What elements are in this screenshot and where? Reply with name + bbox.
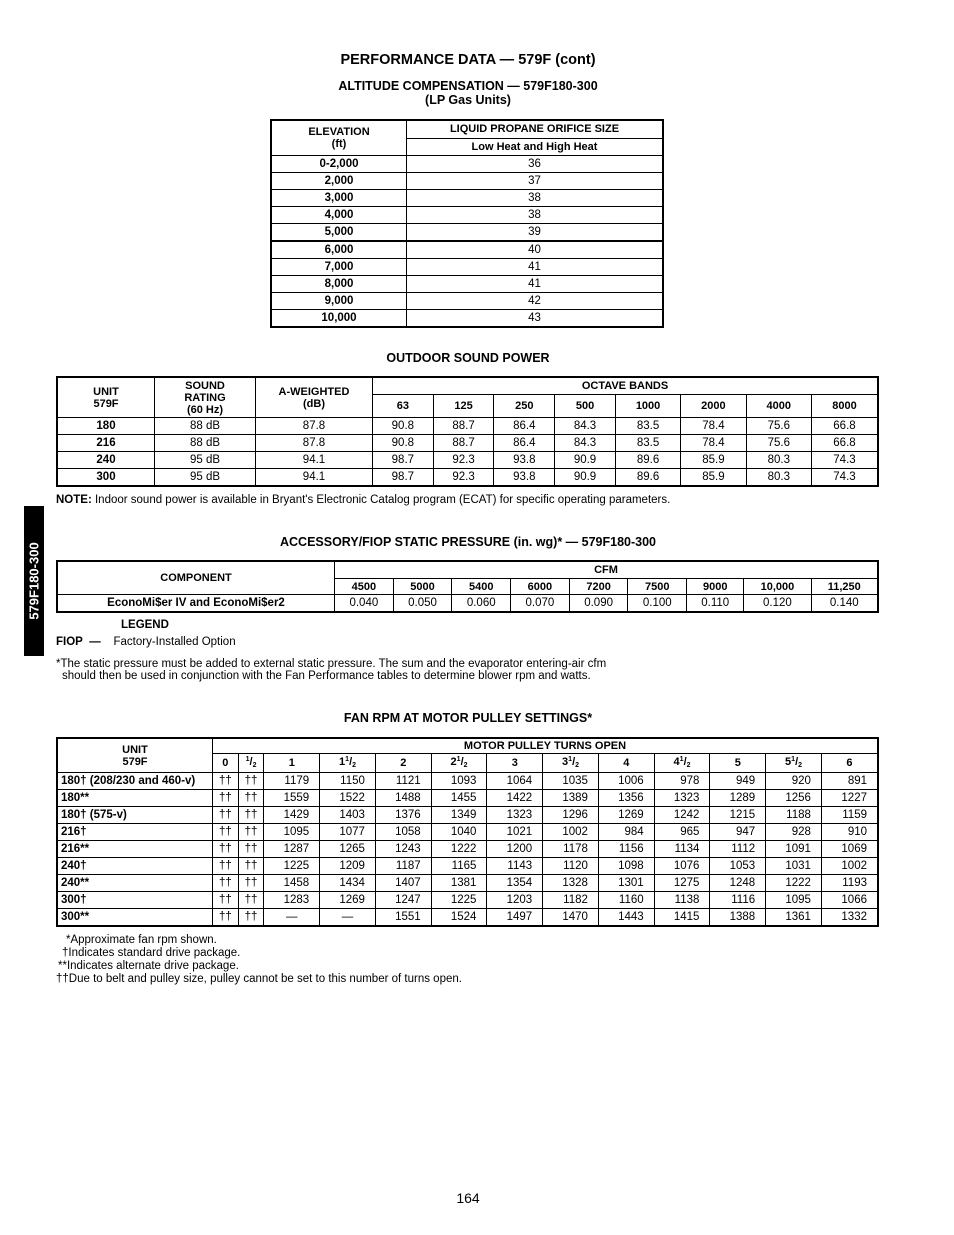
sound-band-value: 92.3 — [433, 452, 494, 469]
fan-rpm-value: 1323 — [487, 807, 543, 824]
fan-rpm-value: †† — [213, 858, 239, 875]
altitude-subtitle: (LP Gas Units) — [425, 93, 511, 107]
altitude-elevation: 10,000 — [271, 310, 407, 328]
sound-band-value: 93.8 — [494, 469, 555, 487]
fan-row — [57, 909, 878, 927]
fan-rpm-value: †† — [213, 807, 239, 824]
fan-rpm-value: 1275 — [654, 875, 710, 892]
sound-band-value: 84.3 — [555, 435, 616, 452]
fan-footnote: *Approximate fan rpm shown. — [66, 934, 217, 946]
sound-weighted: 87.8 — [256, 435, 373, 452]
fan-rpm-value: 1497 — [487, 909, 543, 927]
fan-rpm-value: 1121 — [375, 773, 431, 790]
static-cfm-value: 6000 — [511, 579, 570, 595]
static-footnote-1: *The static pressure must be added to external static pressure. The sum and the evaporator entering-air cfm — [56, 658, 607, 670]
fan-rpm-value: †† — [213, 773, 239, 790]
sound-band-value: 74.3 — [811, 452, 878, 469]
fan-rpm-value: 1247 — [375, 892, 431, 909]
altitude-row — [271, 207, 663, 224]
fan-row — [57, 807, 878, 824]
sound-unit: 180 — [57, 418, 155, 435]
fan-rpm-value: 1323 — [654, 790, 710, 807]
sound-band-value: 89.6 — [615, 452, 680, 469]
fan-rpm-value: 1455 — [431, 790, 487, 807]
fan-row — [57, 773, 878, 790]
fan-rpm-value: †† — [213, 875, 239, 892]
sound-weighted: 87.8 — [256, 418, 373, 435]
fan-rpm-value: 1200 — [487, 841, 543, 858]
sound-band-value: 90.9 — [555, 452, 616, 469]
sound-band-value: 78.4 — [681, 418, 746, 435]
altitude-elevation: 6,000 — [271, 241, 407, 259]
static-cfm-value: 9000 — [687, 579, 744, 595]
static-cfm-value: 10,000 — [744, 579, 811, 595]
altitude-row — [271, 259, 663, 276]
fan-rpm-value: 1143 — [487, 858, 543, 875]
fan-footnote: **Indicates alternate drive package. — [58, 960, 239, 972]
fan-rpm-value: 949 — [710, 773, 766, 790]
fan-rpm-value: 910 — [821, 824, 878, 841]
sound-band-value: 83.5 — [615, 418, 680, 435]
fan-rpm-value: 1187 — [375, 858, 431, 875]
sound-band-value: 89.6 — [615, 469, 680, 487]
sound-band-value: 75.6 — [746, 435, 811, 452]
sound-band-value: 80.3 — [746, 452, 811, 469]
sound-band-value: 98.7 — [373, 469, 434, 487]
fan-rpm-value: 928 — [766, 824, 822, 841]
fan-rpm-value: 1209 — [320, 858, 376, 875]
sound-band-value: 93.8 — [494, 452, 555, 469]
fan-rpm-value: 1403 — [320, 807, 376, 824]
altitude-elevation: 0-2,000 — [271, 156, 407, 173]
fan-turns-header: MOTOR PULLEY TURNS OPEN — [213, 738, 879, 754]
fan-rpm-value: 1077 — [320, 824, 376, 841]
sound-rating: 95 dB — [155, 469, 256, 487]
altitude-row — [271, 310, 663, 328]
fan-unit: 300† — [57, 892, 213, 909]
sound-rating: 88 dB — [155, 418, 256, 435]
fan-rpm-value: 1381 — [431, 875, 487, 892]
altitude-elevation: 9,000 — [271, 293, 407, 310]
fan-rpm-value: 1120 — [543, 858, 599, 875]
fan-rpm-value: 1470 — [543, 909, 599, 927]
fan-rpm-value: 1287 — [264, 841, 320, 858]
sound-band-value: 78.4 — [681, 435, 746, 452]
sound-band-value: 75.6 — [746, 418, 811, 435]
fan-turns-value: $5^1/_2$ — [766, 754, 822, 773]
fan-rpm-value: 1354 — [487, 875, 543, 892]
altitude-heat-subheader: Low Heat and High Heat — [407, 138, 664, 156]
altitude-orifice-size: 36 — [407, 156, 664, 173]
fan-row — [57, 875, 878, 892]
fan-turns-value: 5 — [710, 754, 766, 773]
fan-footnotes — [56, 934, 462, 986]
fan-rpm-value: 1159 — [821, 807, 878, 824]
fan-table — [56, 737, 879, 927]
sound-table — [56, 376, 879, 487]
fan-rpm-value: 1458 — [264, 875, 320, 892]
sound-weighted: 94.1 — [256, 452, 373, 469]
altitude-row — [271, 173, 663, 190]
fan-row — [57, 824, 878, 841]
fan-unit: 300** — [57, 909, 213, 927]
fan-rpm-value: 1095 — [264, 824, 320, 841]
fan-rpm-value: †† — [238, 892, 264, 909]
static-cfm-value: 11,250 — [811, 579, 878, 595]
sound-band-header: 250 — [494, 395, 555, 418]
fan-turns-value: 3 — [487, 754, 543, 773]
fan-footnote: †Indicates standard drive package. — [62, 947, 241, 959]
fan-rpm-value: †† — [238, 909, 264, 927]
fan-rpm-value: 891 — [821, 773, 878, 790]
fan-rpm-value: 1328 — [543, 875, 599, 892]
sound-band-value: 90.8 — [373, 418, 434, 435]
fan-rpm-value: 1222 — [431, 841, 487, 858]
static-pressure-value: 0.140 — [811, 595, 878, 613]
sound-band-value: 92.3 — [433, 469, 494, 487]
fan-turns-value: 4 — [598, 754, 654, 773]
fan-turns-value: 6 — [821, 754, 878, 773]
fan-rpm-value: †† — [213, 824, 239, 841]
fan-unit: 216** — [57, 841, 213, 858]
static-cfm-value: 4500 — [335, 579, 394, 595]
altitude-elevation: 4,000 — [271, 207, 407, 224]
altitude-row — [271, 293, 663, 310]
fan-rpm-value: 1243 — [375, 841, 431, 858]
static-pressure-value: 0.110 — [687, 595, 744, 613]
fan-rpm-value: †† — [213, 892, 239, 909]
fan-rpm-value: 1021 — [487, 824, 543, 841]
altitude-orifice-size: 39 — [407, 224, 664, 242]
sound-rating: 95 dB — [155, 452, 256, 469]
fan-rpm-value: 1160 — [598, 892, 654, 909]
fan-rpm-value: 1179 — [264, 773, 320, 790]
static-footnote-2: should then be used in conjunction with the Fan Performance tables to determine blower rpm and watts. — [62, 670, 591, 682]
fan-rpm-value: 1388 — [710, 909, 766, 927]
fan-turns-value: $4^1/_2$ — [654, 754, 710, 773]
fan-rpm-value: 1296 — [543, 807, 599, 824]
sound-unit: 300 — [57, 469, 155, 487]
fan-title: FAN RPM AT MOTOR PULLEY SETTINGS* — [343, 711, 593, 725]
fan-turns-value: $3^1/_2$ — [543, 754, 599, 773]
page-number: 164 — [456, 1190, 480, 1206]
static-cfm-header: CFM — [335, 561, 879, 579]
sound-rating-header: SOUND RATING (60 Hz) — [155, 377, 256, 418]
altitude-row — [271, 190, 663, 207]
fan-rpm-value: 1156 — [598, 841, 654, 858]
sound-band-header: 4000 — [746, 395, 811, 418]
altitude-orifice-size: 38 — [407, 190, 664, 207]
fan-rpm-value: 1203 — [487, 892, 543, 909]
altitude-elevation: 3,000 — [271, 190, 407, 207]
altitude-row — [271, 241, 663, 259]
sound-title: OUTDOOR SOUND POWER — [386, 351, 550, 365]
fan-rpm-value: 1256 — [766, 790, 822, 807]
fan-rpm-value: 1225 — [431, 892, 487, 909]
fan-rpm-value: 1069 — [821, 841, 878, 858]
sound-unit: 240 — [57, 452, 155, 469]
fan-rpm-value: 920 — [766, 773, 822, 790]
side-tab — [24, 506, 44, 656]
fan-rpm-value: 1269 — [598, 807, 654, 824]
fan-rpm-value: 1407 — [375, 875, 431, 892]
fan-rpm-value: 1095 — [766, 892, 822, 909]
fan-unit: 180† (208/230 and 460-v) — [57, 773, 213, 790]
fan-unit: 240† — [57, 858, 213, 875]
fan-rpm-value: 1150 — [320, 773, 376, 790]
fan-rpm-value: 1091 — [766, 841, 822, 858]
sound-octave-header: OCTAVE BANDS — [373, 377, 879, 395]
sound-rating: 88 dB — [155, 435, 256, 452]
fan-rpm-value: †† — [213, 909, 239, 927]
sound-band-value: 88.7 — [433, 418, 494, 435]
fan-rpm-value: 1422 — [487, 790, 543, 807]
sound-row — [57, 435, 878, 452]
fan-rpm-value: 1332 — [821, 909, 878, 927]
fan-row — [57, 841, 878, 858]
fan-rpm-value: 1138 — [654, 892, 710, 909]
fan-turns-value: 1 — [264, 754, 320, 773]
sound-band-value: 84.3 — [555, 418, 616, 435]
sound-band-value: 66.8 — [811, 418, 878, 435]
sound-band-value: 86.4 — [494, 418, 555, 435]
fan-rpm-value: 1361 — [766, 909, 822, 927]
sound-band-value: 90.9 — [555, 469, 616, 487]
altitude-orifice-header: LIQUID PROPANE ORIFICE SIZE — [407, 120, 664, 138]
altitude-elevation: 7,000 — [271, 259, 407, 276]
fan-rpm-value: 1193 — [821, 875, 878, 892]
fan-rpm-value: 1349 — [431, 807, 487, 824]
altitude-elevation-header: ELEVATION (ft) — [271, 120, 407, 156]
sound-band-value: 86.4 — [494, 435, 555, 452]
sound-band-header: 8000 — [811, 395, 878, 418]
fan-rpm-value: 1165 — [431, 858, 487, 875]
fan-turns-value: $^1/_2$ — [238, 754, 264, 773]
static-cfm-value: 5400 — [452, 579, 511, 595]
fan-rpm-value: 947 — [710, 824, 766, 841]
fan-rpm-value: 978 — [654, 773, 710, 790]
sound-band-header: 2000 — [681, 395, 746, 418]
fan-unit-header: UNIT 579F — [57, 738, 213, 773]
fan-rpm-value: 1058 — [375, 824, 431, 841]
static-pressure-value: 0.040 — [335, 595, 394, 613]
fan-unit: 216† — [57, 824, 213, 841]
sound-band-header: 500 — [555, 395, 616, 418]
fan-rpm-value: 1222 — [766, 875, 822, 892]
fan-rpm-value: 1242 — [654, 807, 710, 824]
sound-weighted-header: A-WEIGHTED (dB) — [256, 377, 373, 418]
altitude-elevation: 2,000 — [271, 173, 407, 190]
fan-unit: 180** — [57, 790, 213, 807]
altitude-orifice-size: 41 — [407, 259, 664, 276]
fan-rpm-value: 1178 — [543, 841, 599, 858]
altitude-elevation: 5,000 — [271, 224, 407, 242]
fan-rpm-value: †† — [238, 773, 264, 790]
sound-note: NOTE: Indoor sound power is available in Bryant's Electronic Catalog program (ECAT) for specific operating parameters. — [56, 494, 671, 506]
fan-rpm-value: 1488 — [375, 790, 431, 807]
fan-footnote: ††Due to belt and pulley size, pulley cannot be set to this number of turns open. — [56, 973, 462, 985]
fan-rpm-value: 1188 — [766, 807, 822, 824]
legend-entry: FIOP — Factory-Installed Option — [56, 636, 236, 648]
fan-row — [57, 790, 878, 807]
sound-band-header: 63 — [373, 395, 434, 418]
altitude-elevation: 8,000 — [271, 276, 407, 293]
sound-band-header: 1000 — [615, 395, 680, 418]
static-component: EconoMi$er IV and EconoMi$er2 — [57, 595, 335, 613]
fan-rpm-value: †† — [238, 807, 264, 824]
fan-rpm-value: 1559 — [264, 790, 320, 807]
fan-rpm-value: 1434 — [320, 875, 376, 892]
fan-rpm-value: †† — [213, 841, 239, 858]
static-cfm-value: 7500 — [628, 579, 687, 595]
fan-rpm-value: 1066 — [821, 892, 878, 909]
fan-rpm-value: 1443 — [598, 909, 654, 927]
sound-band-header: 125 — [433, 395, 494, 418]
fan-rpm-value: 1093 — [431, 773, 487, 790]
sound-row — [57, 452, 878, 469]
fan-turns-value: $1^1/_2$ — [320, 754, 376, 773]
static-pressure-value: 0.090 — [569, 595, 628, 613]
altitude-orifice-size: 41 — [407, 276, 664, 293]
fan-rpm-value: 984 — [598, 824, 654, 841]
altitude-orifice-size: 38 — [407, 207, 664, 224]
sound-band-value: 66.8 — [811, 435, 878, 452]
sound-unit-header: UNIT 579F — [57, 377, 155, 418]
fan-rpm-value: 1053 — [710, 858, 766, 875]
sound-band-value: 74.3 — [811, 469, 878, 487]
static-table — [56, 560, 879, 613]
fan-rpm-value: †† — [238, 790, 264, 807]
fan-rpm-value: — — [264, 909, 320, 927]
fan-rpm-value: 1031 — [766, 858, 822, 875]
fan-rpm-value: †† — [238, 824, 264, 841]
fan-rpm-value: †† — [238, 841, 264, 858]
fan-unit: 240** — [57, 875, 213, 892]
fan-rpm-value: †† — [238, 858, 264, 875]
side-tab-label: 579F180-300 — [26, 542, 42, 620]
altitude-row — [271, 156, 663, 173]
fan-rpm-value: 1376 — [375, 807, 431, 824]
sound-row — [57, 418, 878, 435]
fan-rpm-value: 1182 — [543, 892, 599, 909]
fan-rpm-value: 1112 — [710, 841, 766, 858]
static-pressure-value: 0.050 — [393, 595, 452, 613]
fan-unit: 180† (575-v) — [57, 807, 213, 824]
fan-rpm-value: 1429 — [264, 807, 320, 824]
fan-rpm-value: 1524 — [431, 909, 487, 927]
static-cfm-value: 7200 — [569, 579, 628, 595]
fan-rpm-value: 1134 — [654, 841, 710, 858]
fan-turns-value: 2 — [375, 754, 431, 773]
altitude-orifice-size: 42 — [407, 293, 664, 310]
fan-rpm-value: 1098 — [598, 858, 654, 875]
fan-rpm-value: 1002 — [821, 858, 878, 875]
fan-rpm-value: 1522 — [320, 790, 376, 807]
static-pressure-value: 0.060 — [452, 595, 511, 613]
fan-rpm-value: 1356 — [598, 790, 654, 807]
static-component-header: COMPONENT — [57, 561, 335, 595]
static-title: ACCESSORY/FIOP STATIC PRESSURE (in. wg)* — 579F180-300 — [279, 535, 656, 549]
altitude-orifice-size: 43 — [407, 310, 664, 328]
fan-rpm-value: †† — [213, 790, 239, 807]
fan-rpm-value: 1389 — [543, 790, 599, 807]
fan-rpm-value: 1289 — [710, 790, 766, 807]
fan-rpm-value: 1301 — [598, 875, 654, 892]
fan-rpm-value: 1415 — [654, 909, 710, 927]
fan-rpm-value: 1227 — [821, 790, 878, 807]
altitude-row — [271, 276, 663, 293]
sound-weighted: 94.1 — [256, 469, 373, 487]
fan-rpm-value: 1215 — [710, 807, 766, 824]
fan-turns-value: $2^1/_2$ — [431, 754, 487, 773]
page-title: PERFORMANCE DATA — 579F (cont) — [340, 52, 596, 68]
altitude-table — [270, 119, 664, 328]
sound-band-value: 90.8 — [373, 435, 434, 452]
sound-band-value: 80.3 — [746, 469, 811, 487]
fan-rpm-value: 1006 — [598, 773, 654, 790]
fan-rpm-value: 1002 — [543, 824, 599, 841]
fan-rpm-value: 1116 — [710, 892, 766, 909]
sound-band-value: 85.9 — [681, 469, 746, 487]
fan-rpm-value: 1035 — [543, 773, 599, 790]
fan-rpm-value: 1076 — [654, 858, 710, 875]
static-pressure-value: 0.100 — [628, 595, 687, 613]
sound-band-value: 98.7 — [373, 452, 434, 469]
sound-band-value: 88.7 — [433, 435, 494, 452]
altitude-row — [271, 224, 663, 242]
altitude-orifice-size: 37 — [407, 173, 664, 190]
fan-rpm-value: 965 — [654, 824, 710, 841]
fan-rpm-value: 1283 — [264, 892, 320, 909]
sound-row — [57, 469, 878, 487]
sound-unit: 216 — [57, 435, 155, 452]
fan-turns-value: 0 — [213, 754, 239, 773]
altitude-title: ALTITUDE COMPENSATION — 579F180-300 — [338, 79, 598, 93]
fan-rpm-value: — — [320, 909, 376, 927]
sound-band-value: 85.9 — [681, 452, 746, 469]
fan-rpm-value: †† — [238, 875, 264, 892]
static-cfm-value: 5000 — [393, 579, 452, 595]
fan-rpm-value: 1248 — [710, 875, 766, 892]
fan-rpm-value: 1064 — [487, 773, 543, 790]
fan-rpm-value: 1269 — [320, 892, 376, 909]
static-pressure-value: 0.120 — [744, 595, 811, 613]
fan-row — [57, 892, 878, 909]
fan-rpm-value: 1040 — [431, 824, 487, 841]
fan-rpm-value: 1551 — [375, 909, 431, 927]
sound-band-value: 83.5 — [615, 435, 680, 452]
static-pressure-value: 0.070 — [511, 595, 570, 613]
legend-title: LEGEND — [121, 619, 169, 631]
fan-rpm-value: 1265 — [320, 841, 376, 858]
fan-rpm-value: 1225 — [264, 858, 320, 875]
altitude-orifice-size: 40 — [407, 241, 664, 259]
fan-row — [57, 858, 878, 875]
